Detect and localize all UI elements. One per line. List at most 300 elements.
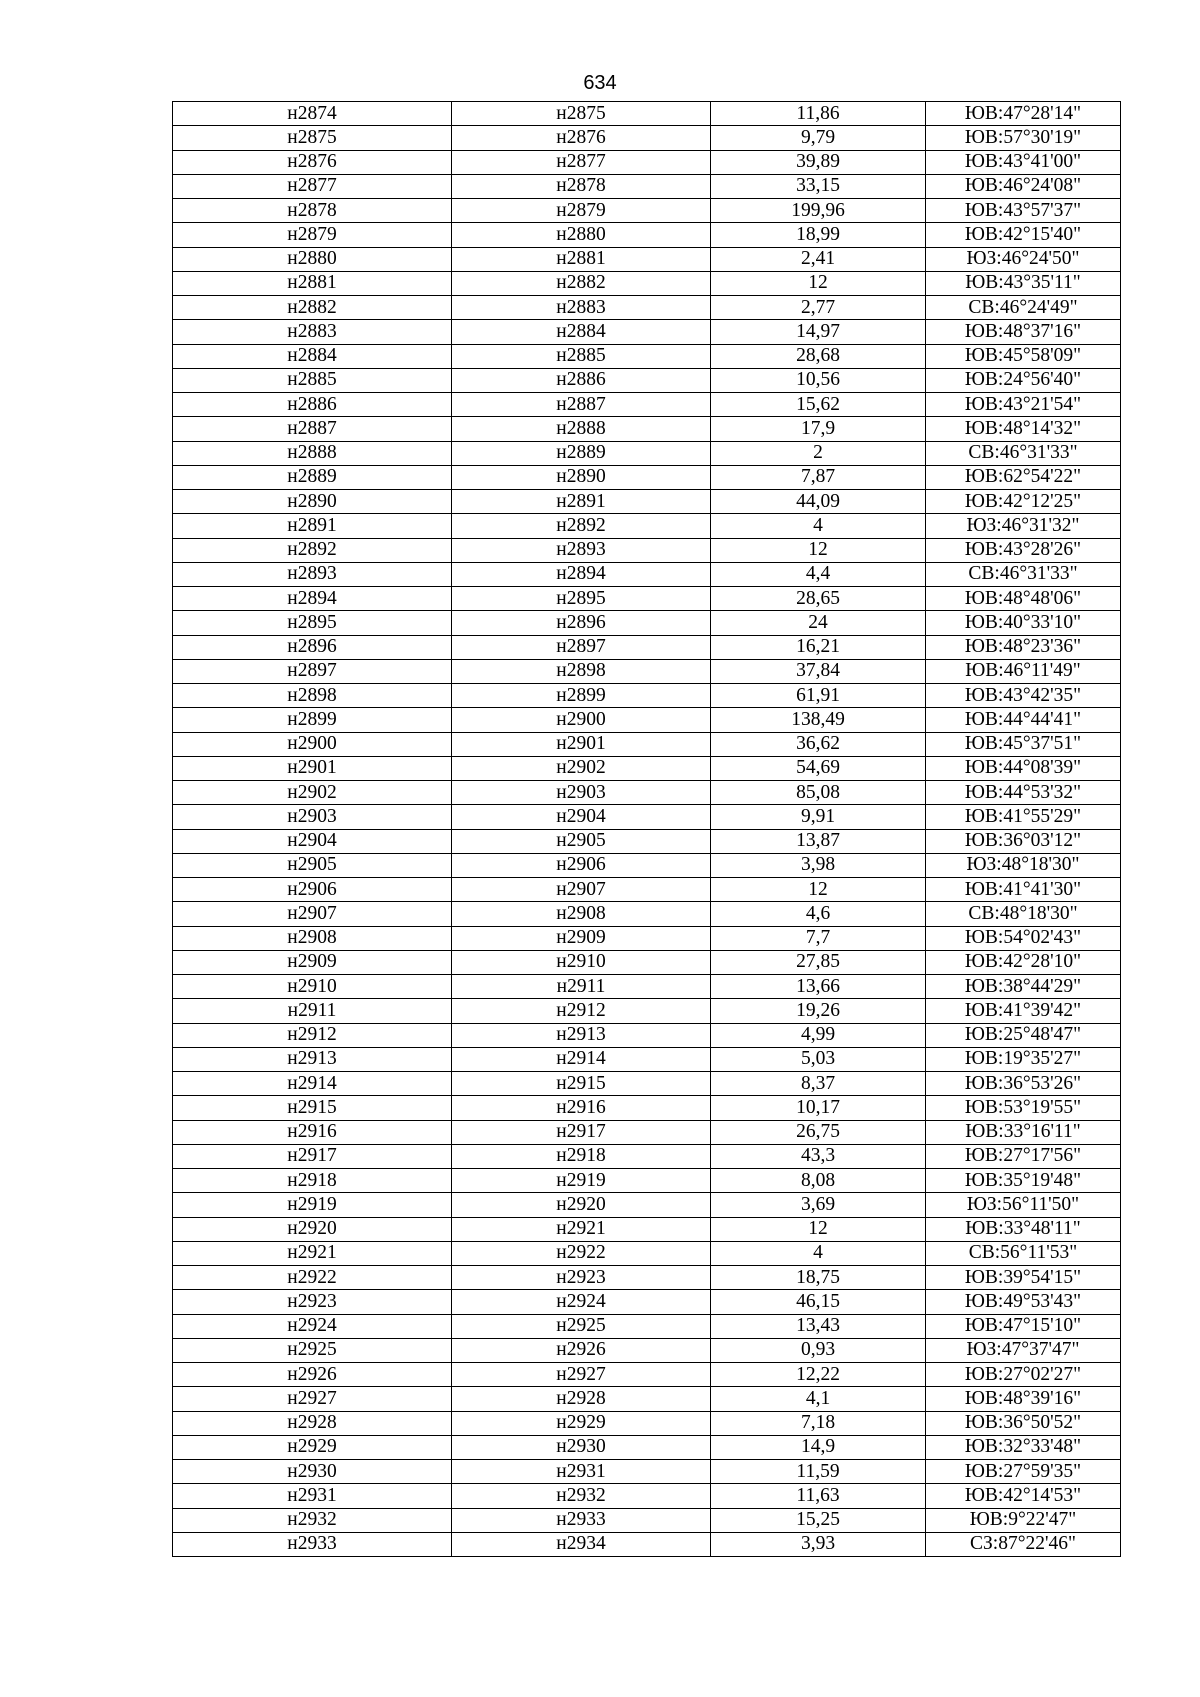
to-point-cell: н2886 — [452, 368, 711, 392]
bearing-cell: ЮВ:54°02'43" — [926, 926, 1121, 950]
table-row — [173, 1023, 1121, 1047]
distance-cell: 85,08 — [711, 781, 926, 805]
to-point-cell: н2911 — [452, 975, 711, 999]
distance-cell: 46,15 — [711, 1290, 926, 1314]
from-point-cell: н2902 — [173, 781, 452, 805]
from-point-cell: н2878 — [173, 199, 452, 223]
table-row — [173, 1217, 1121, 1241]
bearing-cell: ЮВ:36°50'52" — [926, 1411, 1121, 1435]
distance-cell: 18,99 — [711, 223, 926, 247]
bearing-cell: ЮВ:36°53'26" — [926, 1072, 1121, 1096]
bearing-cell: ЮВ:32°33'48" — [926, 1435, 1121, 1459]
from-point-cell: н2913 — [173, 1047, 452, 1071]
to-point-cell: н2902 — [452, 756, 711, 780]
to-point-cell: н2895 — [452, 587, 711, 611]
to-point-cell: н2903 — [452, 781, 711, 805]
table-row — [173, 1363, 1121, 1387]
to-point-cell: н2921 — [452, 1217, 711, 1241]
bearing-cell: ЮВ:44°53'32" — [926, 781, 1121, 805]
to-point-cell: н2919 — [452, 1169, 711, 1193]
distance-cell: 15,25 — [711, 1508, 926, 1532]
bearing-cell: ЮЗ:46°24'50" — [926, 247, 1121, 271]
table-row — [173, 587, 1121, 611]
from-point-cell: н2900 — [173, 732, 452, 756]
from-point-cell: н2893 — [173, 562, 452, 586]
bearing-cell: ЮВ:9°22'47" — [926, 1508, 1121, 1532]
from-point-cell: н2885 — [173, 368, 452, 392]
distance-cell: 4,1 — [711, 1387, 926, 1411]
distance-cell: 199,96 — [711, 199, 926, 223]
table-row — [173, 174, 1121, 198]
from-point-cell: н2907 — [173, 902, 452, 926]
bearing-cell: ЮВ:46°11'49" — [926, 659, 1121, 683]
table-row — [173, 1338, 1121, 1362]
distance-cell: 9,79 — [711, 126, 926, 150]
from-point-cell: н2919 — [173, 1193, 452, 1217]
table-row — [173, 1144, 1121, 1168]
to-point-cell: н2894 — [452, 562, 711, 586]
bearing-cell: ЮВ:35°19'48" — [926, 1169, 1121, 1193]
distance-cell: 28,68 — [711, 344, 926, 368]
from-point-cell: н2904 — [173, 829, 452, 853]
table-row — [173, 1484, 1121, 1508]
to-point-cell: н2927 — [452, 1363, 711, 1387]
table-row — [173, 150, 1121, 174]
bearing-cell: ЮВ:36°03'12" — [926, 829, 1121, 853]
bearing-cell: ЮВ:47°15'10" — [926, 1314, 1121, 1338]
to-point-cell: н2914 — [452, 1047, 711, 1071]
distance-cell: 4,6 — [711, 902, 926, 926]
from-point-cell: н2914 — [173, 1072, 452, 1096]
table-row — [173, 562, 1121, 586]
bearing-cell: ЮВ:48°14'32" — [926, 417, 1121, 441]
to-point-cell: н2884 — [452, 320, 711, 344]
from-point-cell: н2916 — [173, 1120, 452, 1144]
distance-cell: 33,15 — [711, 174, 926, 198]
table-row — [173, 1460, 1121, 1484]
distance-cell: 54,69 — [711, 756, 926, 780]
from-point-cell: н2933 — [173, 1532, 452, 1556]
table-row — [173, 781, 1121, 805]
distance-cell: 14,9 — [711, 1435, 926, 1459]
table-row — [173, 805, 1121, 829]
from-point-cell: н2883 — [173, 320, 452, 344]
from-point-cell: н2899 — [173, 708, 452, 732]
distance-cell: 13,87 — [711, 829, 926, 853]
from-point-cell: н2875 — [173, 126, 452, 150]
from-point-cell: н2895 — [173, 611, 452, 635]
from-point-cell: н2877 — [173, 174, 452, 198]
table-row — [173, 1241, 1121, 1265]
table-row — [173, 514, 1121, 538]
to-point-cell: н2878 — [452, 174, 711, 198]
to-point-cell: н2916 — [452, 1096, 711, 1120]
from-point-cell: н2884 — [173, 344, 452, 368]
boundary-survey-table — [172, 101, 1121, 1557]
table-row — [173, 659, 1121, 683]
bearing-cell: ЮВ:62°54'22" — [926, 465, 1121, 489]
distance-cell: 2,41 — [711, 247, 926, 271]
to-point-cell: н2918 — [452, 1144, 711, 1168]
distance-cell: 11,63 — [711, 1484, 926, 1508]
from-point-cell: н2887 — [173, 417, 452, 441]
from-point-cell: н2922 — [173, 1266, 452, 1290]
to-point-cell: н2875 — [452, 102, 711, 126]
distance-cell: 3,69 — [711, 1193, 926, 1217]
to-point-cell: н2899 — [452, 684, 711, 708]
bearing-cell: ЮВ:57°30'19" — [926, 126, 1121, 150]
table-row — [173, 853, 1121, 877]
bearing-cell: ЮВ:33°48'11" — [926, 1217, 1121, 1241]
bearing-cell: ЮВ:48°39'16" — [926, 1387, 1121, 1411]
distance-cell: 9,91 — [711, 805, 926, 829]
table-row — [173, 490, 1121, 514]
bearing-cell: ЮВ:27°17'56" — [926, 1144, 1121, 1168]
to-point-cell: н2925 — [452, 1314, 711, 1338]
distance-cell: 26,75 — [711, 1120, 926, 1144]
distance-cell: 4 — [711, 1241, 926, 1265]
table-row — [173, 1096, 1121, 1120]
table-row — [173, 756, 1121, 780]
table-body — [173, 102, 1121, 1557]
distance-cell: 37,84 — [711, 659, 926, 683]
distance-cell: 2 — [711, 441, 926, 465]
bearing-cell: ЮЗ:47°37'47" — [926, 1338, 1121, 1362]
distance-cell: 0,93 — [711, 1338, 926, 1362]
to-point-cell: н2922 — [452, 1241, 711, 1265]
to-point-cell: н2905 — [452, 829, 711, 853]
from-point-cell: н2927 — [173, 1387, 452, 1411]
distance-cell: 7,87 — [711, 465, 926, 489]
to-point-cell: н2893 — [452, 538, 711, 562]
table-row — [173, 1193, 1121, 1217]
from-point-cell: н2905 — [173, 853, 452, 877]
to-point-cell: н2907 — [452, 878, 711, 902]
from-point-cell: н2906 — [173, 878, 452, 902]
table-row — [173, 247, 1121, 271]
table-row — [173, 1508, 1121, 1532]
bearing-cell: ЮВ:19°35'27" — [926, 1047, 1121, 1071]
to-point-cell: н2890 — [452, 465, 711, 489]
bearing-cell: СВ:56°11'53" — [926, 1241, 1121, 1265]
bearing-cell: ЮВ:43°41'00" — [926, 150, 1121, 174]
bearing-cell: ЮВ:41°55'29" — [926, 805, 1121, 829]
from-point-cell: н2886 — [173, 393, 452, 417]
to-point-cell: н2915 — [452, 1072, 711, 1096]
from-point-cell: н2881 — [173, 271, 452, 295]
from-point-cell: н2915 — [173, 1096, 452, 1120]
bearing-cell: ЮВ:42°12'25" — [926, 490, 1121, 514]
bearing-cell: ЮВ:48°48'06" — [926, 587, 1121, 611]
to-point-cell: н2913 — [452, 1023, 711, 1047]
to-point-cell: н2909 — [452, 926, 711, 950]
table-row — [173, 465, 1121, 489]
table-row — [173, 829, 1121, 853]
to-point-cell: н2926 — [452, 1338, 711, 1362]
from-point-cell: н2879 — [173, 223, 452, 247]
distance-cell: 12 — [711, 271, 926, 295]
to-point-cell: н2885 — [452, 344, 711, 368]
from-point-cell: н2901 — [173, 756, 452, 780]
distance-cell: 36,62 — [711, 732, 926, 756]
from-point-cell: н2888 — [173, 441, 452, 465]
distance-cell: 16,21 — [711, 635, 926, 659]
distance-cell: 4,4 — [711, 562, 926, 586]
to-point-cell: н2879 — [452, 199, 711, 223]
from-point-cell: н2882 — [173, 296, 452, 320]
to-point-cell: н2923 — [452, 1266, 711, 1290]
bearing-cell: ЮВ:44°44'41" — [926, 708, 1121, 732]
from-point-cell: н2894 — [173, 587, 452, 611]
table-row — [173, 1387, 1121, 1411]
to-point-cell: н2876 — [452, 126, 711, 150]
from-point-cell: н2896 — [173, 635, 452, 659]
distance-cell: 15,62 — [711, 393, 926, 417]
to-point-cell: н2929 — [452, 1411, 711, 1435]
bearing-cell: ЮВ:42°28'10" — [926, 950, 1121, 974]
bearing-cell: ЮВ:44°08'39" — [926, 756, 1121, 780]
table-row — [173, 1411, 1121, 1435]
bearing-cell: ЮВ:43°42'35" — [926, 684, 1121, 708]
bearing-cell: ЮВ:42°15'40" — [926, 223, 1121, 247]
bearing-cell: ЮВ:24°56'40" — [926, 368, 1121, 392]
table-row — [173, 126, 1121, 150]
table-row — [173, 1169, 1121, 1193]
distance-cell: 27,85 — [711, 950, 926, 974]
to-point-cell: н2891 — [452, 490, 711, 514]
distance-cell: 19,26 — [711, 999, 926, 1023]
table-row — [173, 975, 1121, 999]
table-row — [173, 950, 1121, 974]
from-point-cell: н2897 — [173, 659, 452, 683]
distance-cell: 5,03 — [711, 1047, 926, 1071]
table-row — [173, 684, 1121, 708]
page-number: 634 — [583, 72, 617, 94]
table-row — [173, 732, 1121, 756]
from-point-cell: н2923 — [173, 1290, 452, 1314]
to-point-cell: н2888 — [452, 417, 711, 441]
table-row — [173, 1047, 1121, 1071]
table-row — [173, 926, 1121, 950]
table-row — [173, 1314, 1121, 1338]
bearing-cell: ЮВ:46°24'08" — [926, 174, 1121, 198]
distance-cell: 12,22 — [711, 1363, 926, 1387]
table-row — [173, 1120, 1121, 1144]
bearing-cell: ЮВ:45°37'51" — [926, 732, 1121, 756]
to-point-cell: н2901 — [452, 732, 711, 756]
distance-cell: 10,17 — [711, 1096, 926, 1120]
bearing-cell: ЮВ:25°48'47" — [926, 1023, 1121, 1047]
bearing-cell: ЮВ:48°37'16" — [926, 320, 1121, 344]
from-point-cell: н2912 — [173, 1023, 452, 1047]
distance-cell: 8,08 — [711, 1169, 926, 1193]
bearing-cell: СВ:46°31'33" — [926, 562, 1121, 586]
from-point-cell: н2890 — [173, 490, 452, 514]
table-row — [173, 1290, 1121, 1314]
bearing-cell: ЮВ:53°19'55" — [926, 1096, 1121, 1120]
table-row — [173, 320, 1121, 344]
from-point-cell: н2892 — [173, 538, 452, 562]
table-row — [173, 223, 1121, 247]
distance-cell: 14,97 — [711, 320, 926, 344]
table-row — [173, 1532, 1121, 1556]
table-row — [173, 635, 1121, 659]
bearing-cell: ЮЗ:56°11'50" — [926, 1193, 1121, 1217]
table-row — [173, 999, 1121, 1023]
to-point-cell: н2881 — [452, 247, 711, 271]
distance-cell: 4,99 — [711, 1023, 926, 1047]
bearing-cell: СВ:48°18'30" — [926, 902, 1121, 926]
from-point-cell: н2924 — [173, 1314, 452, 1338]
from-point-cell: н2909 — [173, 950, 452, 974]
to-point-cell: н2932 — [452, 1484, 711, 1508]
table-row — [173, 878, 1121, 902]
distance-cell: 13,66 — [711, 975, 926, 999]
to-point-cell: н2892 — [452, 514, 711, 538]
distance-cell: 11,86 — [711, 102, 926, 126]
distance-cell: 12 — [711, 878, 926, 902]
to-point-cell: н2917 — [452, 1120, 711, 1144]
distance-cell: 7,18 — [711, 1411, 926, 1435]
to-point-cell: н2880 — [452, 223, 711, 247]
table-row — [173, 1435, 1121, 1459]
bearing-cell: СВ:46°31'33" — [926, 441, 1121, 465]
bearing-cell: СЗ:87°22'46" — [926, 1532, 1121, 1556]
from-point-cell: н2928 — [173, 1411, 452, 1435]
table-row — [173, 102, 1121, 126]
table-row — [173, 344, 1121, 368]
distance-cell: 61,91 — [711, 684, 926, 708]
to-point-cell: н2928 — [452, 1387, 711, 1411]
distance-cell: 2,77 — [711, 296, 926, 320]
distance-cell: 43,3 — [711, 1144, 926, 1168]
table-row — [173, 417, 1121, 441]
table-row — [173, 393, 1121, 417]
bearing-cell: ЮВ:45°58'09" — [926, 344, 1121, 368]
distance-cell: 18,75 — [711, 1266, 926, 1290]
to-point-cell: н2877 — [452, 150, 711, 174]
to-point-cell: н2898 — [452, 659, 711, 683]
to-point-cell: н2906 — [452, 853, 711, 877]
to-point-cell: н2883 — [452, 296, 711, 320]
bearing-cell: ЮВ:42°14'53" — [926, 1484, 1121, 1508]
table-row — [173, 199, 1121, 223]
bearing-cell: СВ:46°24'49" — [926, 296, 1121, 320]
table-row — [173, 1072, 1121, 1096]
table-row — [173, 441, 1121, 465]
from-point-cell: н2917 — [173, 1144, 452, 1168]
to-point-cell: н2889 — [452, 441, 711, 465]
bearing-cell: ЮВ:49°53'43" — [926, 1290, 1121, 1314]
from-point-cell: н2918 — [173, 1169, 452, 1193]
table-row — [173, 538, 1121, 562]
to-point-cell: н2924 — [452, 1290, 711, 1314]
to-point-cell: н2930 — [452, 1435, 711, 1459]
from-point-cell: н2920 — [173, 1217, 452, 1241]
distance-cell: 28,65 — [711, 587, 926, 611]
from-point-cell: н2926 — [173, 1363, 452, 1387]
from-point-cell: н2930 — [173, 1460, 452, 1484]
bearing-cell: ЮВ:43°57'37" — [926, 199, 1121, 223]
bearing-cell: ЮВ:27°02'27" — [926, 1363, 1121, 1387]
table-row — [173, 1266, 1121, 1290]
to-point-cell: н2934 — [452, 1532, 711, 1556]
distance-cell: 11,59 — [711, 1460, 926, 1484]
from-point-cell: н2891 — [173, 514, 452, 538]
bearing-cell: ЮВ:40°33'10" — [926, 611, 1121, 635]
table-row — [173, 368, 1121, 392]
to-point-cell: н2908 — [452, 902, 711, 926]
bearing-cell: ЮЗ:48°18'30" — [926, 853, 1121, 877]
bearing-cell: ЮВ:43°28'26" — [926, 538, 1121, 562]
from-point-cell: н2874 — [173, 102, 452, 126]
bearing-cell: ЮВ:41°41'30" — [926, 878, 1121, 902]
bearing-cell: ЮВ:43°21'54" — [926, 393, 1121, 417]
bearing-cell: ЮВ:38°44'29" — [926, 975, 1121, 999]
bearing-cell: ЮВ:33°16'11" — [926, 1120, 1121, 1144]
from-point-cell: н2903 — [173, 805, 452, 829]
to-point-cell: н2897 — [452, 635, 711, 659]
to-point-cell: н2931 — [452, 1460, 711, 1484]
from-point-cell: н2921 — [173, 1241, 452, 1265]
distance-cell: 10,56 — [711, 368, 926, 392]
from-point-cell: н2880 — [173, 247, 452, 271]
bearing-cell: ЮВ:43°35'11" — [926, 271, 1121, 295]
distance-cell: 138,49 — [711, 708, 926, 732]
distance-cell: 39,89 — [711, 150, 926, 174]
bearing-cell: ЮВ:27°59'35" — [926, 1460, 1121, 1484]
bearing-cell: ЮВ:39°54'15" — [926, 1266, 1121, 1290]
distance-cell: 12 — [711, 538, 926, 562]
to-point-cell: н2912 — [452, 999, 711, 1023]
bearing-cell: ЮВ:41°39'42" — [926, 999, 1121, 1023]
distance-cell: 7,7 — [711, 926, 926, 950]
table-row — [173, 296, 1121, 320]
to-point-cell: н2896 — [452, 611, 711, 635]
from-point-cell: н2932 — [173, 1508, 452, 1532]
to-point-cell: н2882 — [452, 271, 711, 295]
bearing-cell: ЮВ:47°28'14" — [926, 102, 1121, 126]
from-point-cell: н2889 — [173, 465, 452, 489]
from-point-cell: н2925 — [173, 1338, 452, 1362]
distance-cell: 3,93 — [711, 1532, 926, 1556]
from-point-cell: н2911 — [173, 999, 452, 1023]
to-point-cell: н2933 — [452, 1508, 711, 1532]
from-point-cell: н2876 — [173, 150, 452, 174]
distance-cell: 17,9 — [711, 417, 926, 441]
distance-cell: 8,37 — [711, 1072, 926, 1096]
from-point-cell: н2898 — [173, 684, 452, 708]
distance-cell: 24 — [711, 611, 926, 635]
to-point-cell: н2887 — [452, 393, 711, 417]
from-point-cell: н2910 — [173, 975, 452, 999]
to-point-cell: н2900 — [452, 708, 711, 732]
from-point-cell: н2931 — [173, 1484, 452, 1508]
table-row — [173, 902, 1121, 926]
distance-cell: 4 — [711, 514, 926, 538]
table-row — [173, 708, 1121, 732]
to-point-cell: н2910 — [452, 950, 711, 974]
table-row — [173, 271, 1121, 295]
distance-cell: 44,09 — [711, 490, 926, 514]
bearing-cell: ЮЗ:46°31'32" — [926, 514, 1121, 538]
distance-cell: 3,98 — [711, 853, 926, 877]
distance-cell: 13,43 — [711, 1314, 926, 1338]
from-point-cell: н2929 — [173, 1435, 452, 1459]
distance-cell: 12 — [711, 1217, 926, 1241]
from-point-cell: н2908 — [173, 926, 452, 950]
to-point-cell: н2920 — [452, 1193, 711, 1217]
